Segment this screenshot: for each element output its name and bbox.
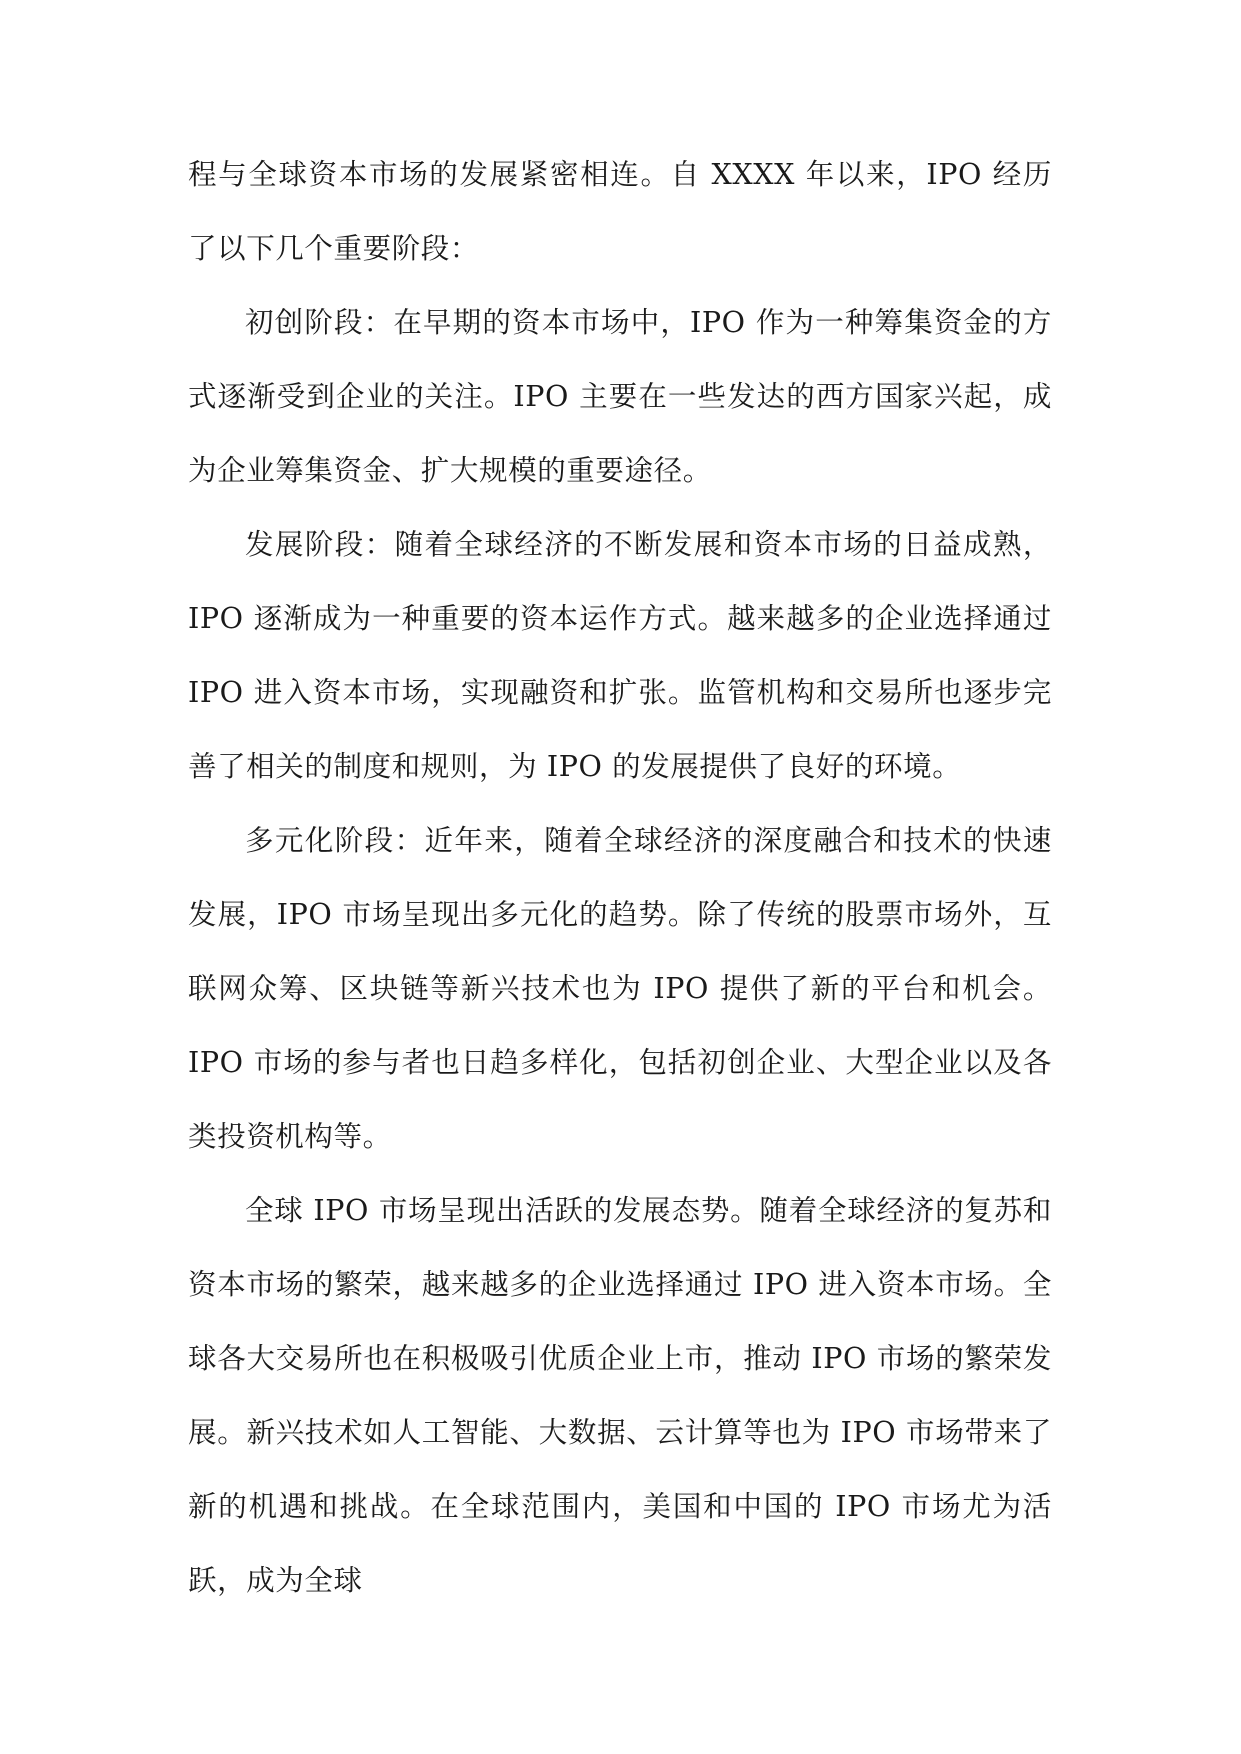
paragraph-global-ipo-market: 全球 IPO 市场呈现出活跃的发展态势。随着全球经济的复苏和资本市场的繁荣，越来越多的企业选择通过 IPO 进入资本市场。全球各大交易所也在积极吸引优质企业上市，推动 IPO 市场的繁荣发展。新兴技术如人工智能、大数据、云计算等也为 IPO 市场带来了新的机遇和挑战。在全球范围内，美国和中国的 IPO 市场尤为活跃，成为全球 xyxy=(188,1194,1052,1597)
paragraph-initial-stage: 初创阶段：在早期的资本市场中，IPO 作为一种筹集资金的方式逐渐受到企业的关注。IPO 主要在一些发达的西方国家兴起，成为企业筹集资金、扩大规模的重要途径。 xyxy=(188,306,1052,487)
paragraph-development-stage: 发展阶段：随着全球经济的不断发展和资本市场的日益成熟，IPO 逐渐成为一种重要的资本运作方式。越来越多的企业选择通过 IPO 进入资本市场，实现融资和扩张。监管机构和交易所也逐步完善了相关的制度和规则，为 IPO 的发展提供了良好的环境。 xyxy=(188,528,1052,783)
document-body xyxy=(188,138,1052,1618)
paragraph-continuation: 程与全球资本市场的发展紧密相连。自 XXXX 年以来，IPO 经历了以下几个重要阶段： xyxy=(188,158,1052,265)
paragraph-diversification-stage: 多元化阶段：近年来，随着全球经济的深度融合和技术的快速发展，IPO 市场呈现出多元化的趋势。除了传统的股票市场外，互联网众筹、区块链等新兴技术也为 IPO 提供了新的平台和机会。IPO 市场的参与者也日趋多样化，包括初创企业、大型企业以及各类投资机构等。 xyxy=(188,824,1052,1153)
